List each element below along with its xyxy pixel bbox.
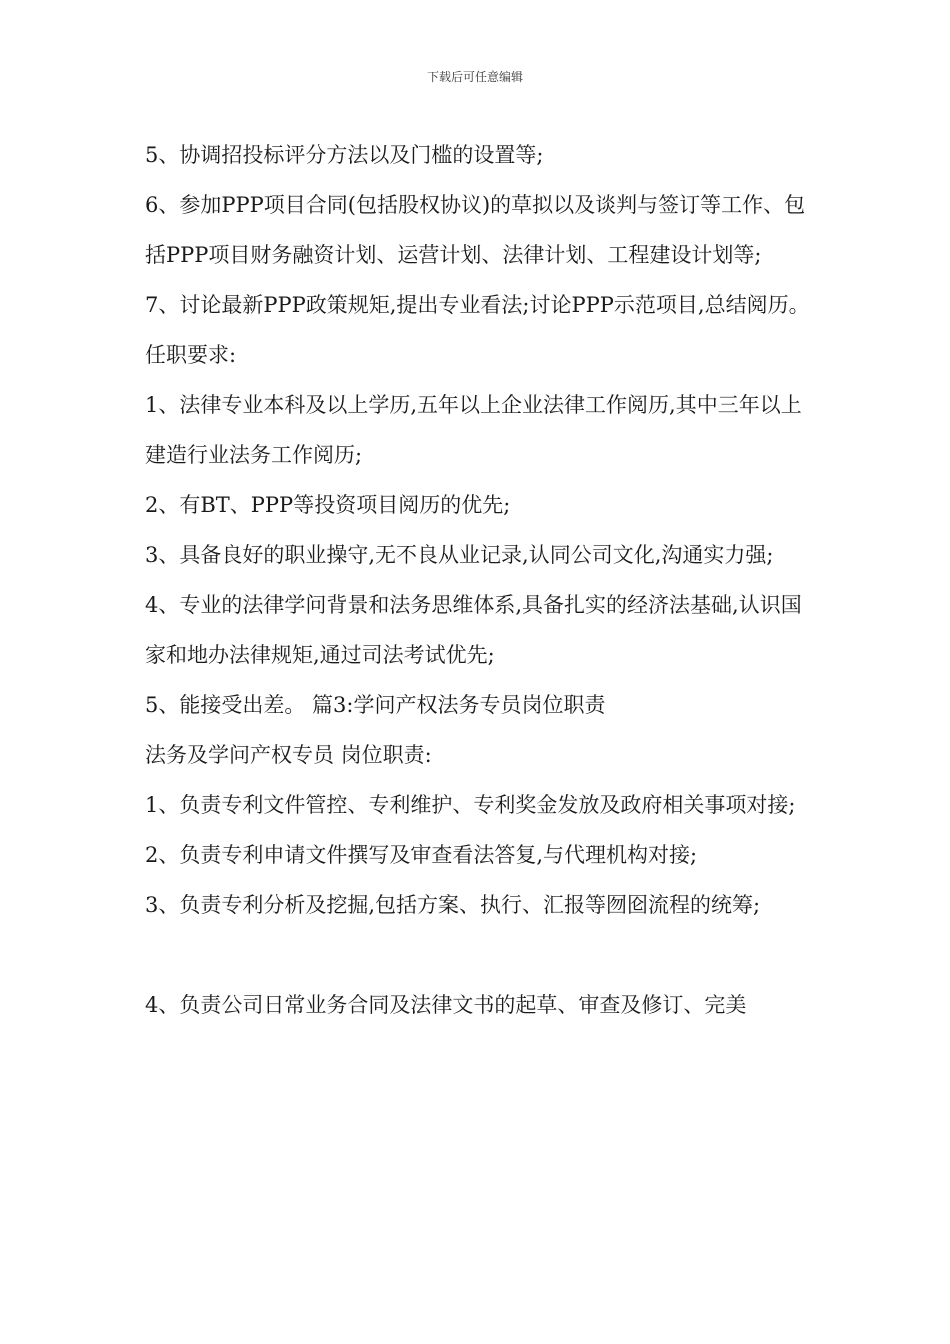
requirement-item-2: 2、有BT、PPP等投资项目阅历的优先; [145, 493, 511, 517]
paragraph-gap [145, 930, 815, 980]
document-body [145, 130, 815, 1030]
section-heading-requirements: 任职要求: [145, 343, 237, 367]
duty-item-2: 2、负责专利申请文件撰写及审查看法答复,与代理机构对接; [145, 843, 698, 867]
paragraph-item-7: 7、讨论最新PPP政策规矩,提出专业看法;讨论PPP示范项目,总结阅历。 [145, 293, 810, 317]
requirement-item-5: 5、能接受出差。 篇3:学问产权法务专员岗位职责 [145, 693, 606, 717]
page-header: 下载后可任意编辑 [426, 70, 523, 84]
duty-item-3: 3、负责专利分析及挖掘,包括方案、执行、汇报等囫囵流程的统筹; [145, 893, 761, 917]
requirement-item-1: 1、法律专业本科及以上学历,五年以上企业法律工作阅历,其中三年以上建造行业法务工作阅历; [145, 393, 802, 467]
section-heading-ip-specialist: 法务及学问产权专员 岗位职责: [145, 743, 432, 767]
requirement-item-3: 3、具备良好的职业操守,无不良从业记录,认同公司文化,沟通实力强; [145, 543, 774, 567]
duty-item-4: 4、负责公司日常业务合同及法律文书的起草、审查及修订、完美 [145, 993, 747, 1017]
requirement-item-4: 4、专业的法律学问背景和法务思维体系,具备扎实的经济法基础,认识国家和地办法律规矩,通过司法考试优先; [145, 593, 802, 667]
paragraph-item-5: 5、协调招投标评分方法以及门槛的设置等; [145, 143, 544, 167]
duty-item-1: 1、负责专利文件管控、专利维护、专利奖金发放及政府相关事项对接; [145, 793, 796, 817]
paragraph-item-6: 6、参加PPP项目合同(包括股权协议)的草拟以及谈判与签订等工作、包括PPP项目财务融资计划、运营计划、法律计划、工程建设计划等; [145, 193, 806, 267]
